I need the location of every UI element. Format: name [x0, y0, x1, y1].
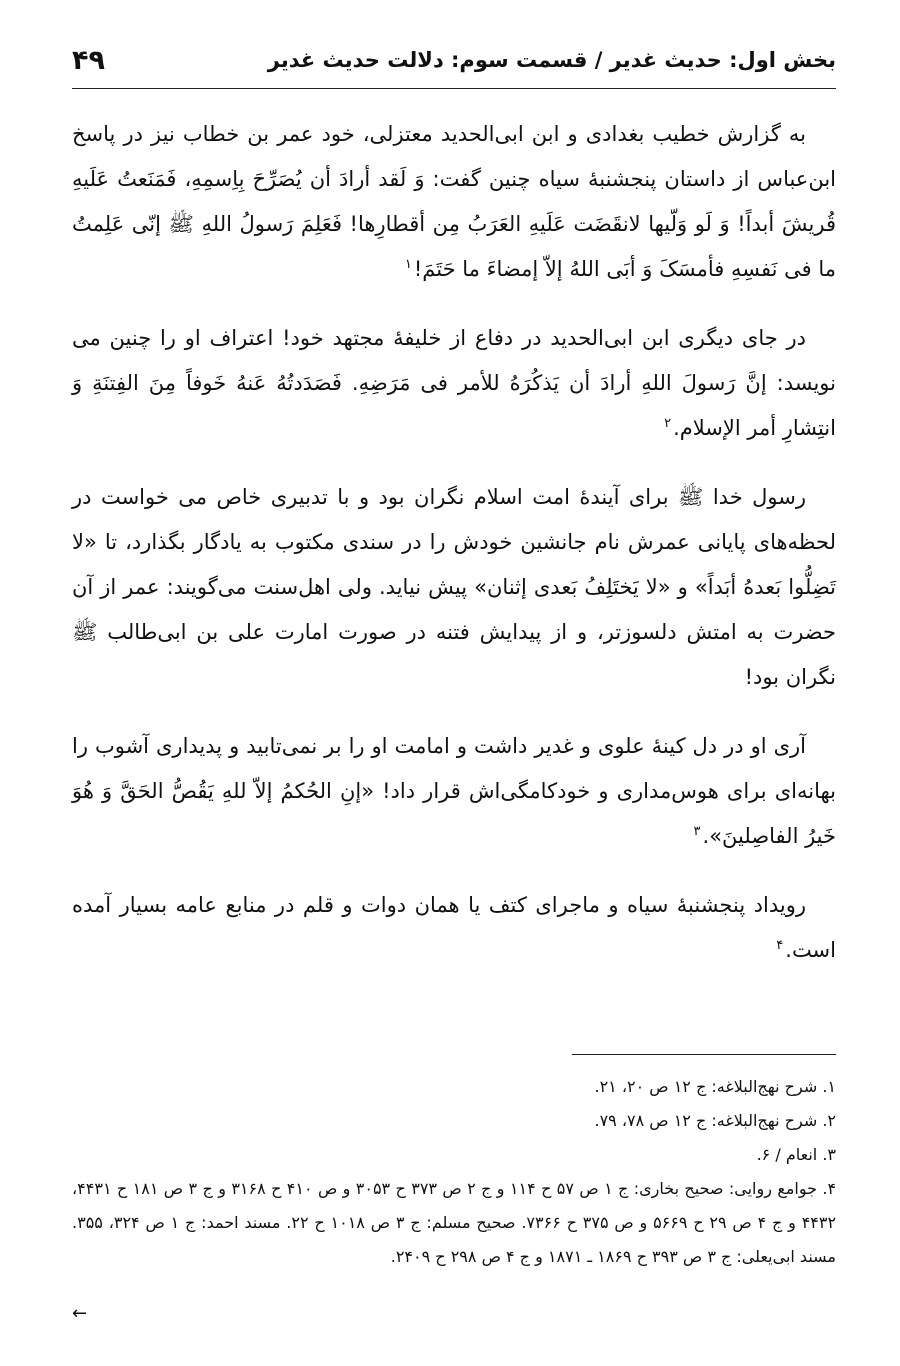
running-header: [72, 40, 836, 80]
paragraph-text: به گزارش خطیب بغدادی و ابن ابی‌الحدید معتزلی، خود عمر بن خطاب نیز در پاسخ ابن‌عباس از داستان پنجشنبهٔ سیاه چنین گفت: وَ لَقد أرادَ أن یُصَرِّحَ بِاِسمِهِ، فَمَنَعتُ عَلَیهِ قُریشَ أبداً! وَ لَو وَلّیها لانقَضَت عَلَیهِ العَرَبُ مِن أقطارِها! فَعَلِمَ رَسولُ اللهِ ﷺ إنّی عَلِمتُ ما فی نَفسِهِ فأمسَکَ وَ أبَی اللهُ إلاّ إمضاءَ ما حَتَمَ!: [72, 122, 836, 281]
paragraph-3: [72, 475, 836, 700]
paragraph-1: [72, 112, 836, 292]
book-page: [72, 0, 836, 1366]
running-title: بخش اول: حدیث غدیر / قسمت سوم: دلالت حدیث غدیر: [267, 48, 836, 72]
header-divider: [72, 88, 836, 89]
paragraph-text: رویداد پنجشنبهٔ سیاه و ماجرای کتف یا همان دوات و قلم در منابع عامه بسیار آمده است.: [72, 893, 836, 962]
footnote-3: ۳. انعام / ۶.: [756, 1145, 836, 1164]
footnote-reference: ۴: [776, 938, 784, 953]
paragraph-text: رسول خدا ﷺ برای آیندهٔ امت اسلام نگران بود و با تدبیری خاص می خواست در لحظه‌های پایانی عمرش نام جانشین خودش را در سندی مکتوب به یادگار بگذارد، تا «لا تَضِلُّوا بَعدهُ أبَداً» و «لا یَختَلِفُ بَعدی إثنان» پیش نیاید. ولی اهل‌سنت می‌گویند: عمر از آن حضرت به امتش دلسوزتر، و از پیدایش فتنه در صورت امارت علی بن ابی‌طالب ﷺ نگران بود!: [72, 485, 836, 689]
footnote-reference: ۲: [664, 416, 672, 431]
footnote-2: ۲. شرح نهج‌البلاغه: ج ۱۲ ص ۷۸، ۷۹.: [594, 1111, 836, 1130]
paragraph-2: [72, 316, 836, 451]
footnotes: [72, 1070, 836, 1274]
paragraph-text: آری او در دل کینهٔ علوی و غدیر داشت و امامت او را بر نمی‌تابید و پدیداری آشوب را بهانه‌ای برای هوس‌مداری و خودکامگی‌اش قرار داد! «إنِ الحُکمُ إلاّ للهِ یَقُصُّ الحَقَّ وَ هُوَ خَیرُ الفاصِلینَ».: [72, 734, 836, 848]
footnote-reference: ۳: [693, 824, 701, 839]
paragraph-4: [72, 724, 836, 859]
paragraph-text: در جای دیگری ابن ابی‌الحدید در دفاع از خلیفهٔ مجتهد خود! اعتراف او را چنین می نویسد: إنَّ رَسولَ اللهِ أرادَ أن یَذکُرَهُ للأمر فی مَرَضِهِ. فَصَدَدتُهُ عَنهُ خَوفاً مِنَ الفِتنَةِ وَ انتِشارِ أمر الإسلام.: [72, 326, 836, 440]
continue-arrow-icon: ←: [72, 1303, 88, 1324]
body-text: [72, 112, 836, 997]
page-number: ۴۹: [72, 44, 105, 76]
footnote-4: ۴. جوامع روایی: صحیح بخاری: ج ۱ ص ۵۷ ح ۱۱۴ و ج ۲ ص ۳۷۳ ح ۳۰۵۳ و ص ۴۱۰ ح ۳۱۶۸ و ج ۳ ص ۱۸۱ ح ۴۴۳۱، ۴۴۳۲ و ج ۴ ص ۲۹ ح ۵۶۶۹ و ص ۳۷۵ ح ۷۳۶۶. صحیح مسلم: ج ۳ ص ۱۰۱۸ ح ۲۲. مسند احمد: ج ۱ ص ۳۲۴، ۳۵۵. مسند ابی‌یعلی: ج ۳ ص ۳۹۳ ح ۱۸۶۹ ـ ۱۸۷۱ و ج ۴ ص ۲۹۸ ح ۲۴۰۹.: [72, 1179, 837, 1266]
paragraph-5: [72, 883, 836, 973]
footnote-divider: [572, 1054, 836, 1055]
footnote-1: ۱. شرح نهج‌البلاغه: ج ۱۲ ص ۲۰، ۲۱.: [594, 1077, 836, 1096]
footnote-reference: ۱: [404, 257, 412, 272]
